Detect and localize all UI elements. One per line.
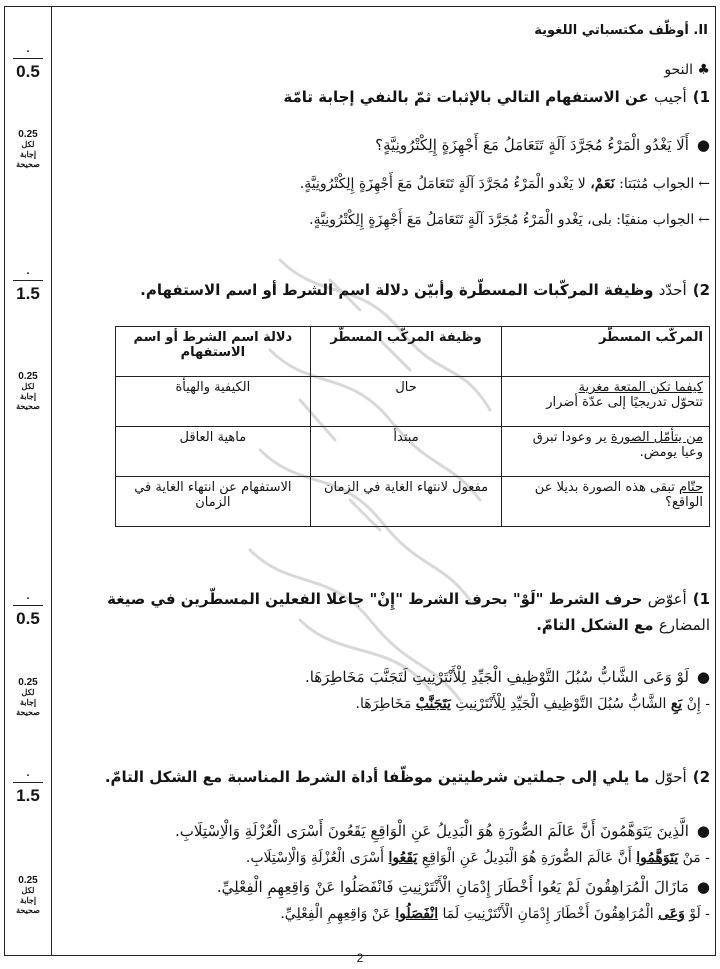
score-value: 1.5 — [16, 786, 40, 805]
table-cell: مبتدأ — [310, 427, 502, 477]
table-cell: الاستفهام عن انتهاء الغاية في الزمان — [116, 477, 311, 527]
score-value: 1.5 — [16, 284, 40, 303]
table-cell: حال — [310, 377, 502, 427]
table-header: وظيفة المركّب المسطّر — [310, 327, 502, 377]
score-note-3: 0.25 لكل إجابة صحيحة — [16, 677, 40, 717]
score-mark-2: . 1.5 — [4, 266, 52, 303]
table-cell: كيفما تكن المتعة مغرية تتحوّل تدريجيًا إلى عدّة أضرار — [502, 377, 710, 427]
bullet-icon: ● — [696, 822, 710, 840]
table-row — [116, 427, 710, 477]
question-2: 2)أحدّد وظيفة المركّبات المسطّرة وأبيّن دلالة اسم الشرط أو اسم الاستفهام. — [140, 281, 710, 299]
table-header: المركّب المسطّر — [502, 327, 710, 377]
answer-negative: ←الجواب منفيًا: بلى، يَغْدو الْمَرْءُ مُجَرَّدَ آلَةٍ تَتَعَامَلُ مَعَ أَجْهِزَةٍ إِلِكْتْرُونِيَّةٍ. — [309, 212, 710, 228]
question-1-item: ●أَلَا يَغْدُو الْمَرْءُ مُجَرَّدَ آلَةٍ تَتَعَامَلُ مَعَ أَجْهِزَةٍ إِلِكْتْرُونِيَّةٍ؟ — [375, 136, 710, 154]
question-3: 1)أعوّض حرف الشرط "لَوْ" بحرف الشرط "إِنْ" جاعلا الفعلين المسطّرين في صيغة — [107, 590, 710, 608]
question-1: 1)أجيب عن الاستفهام التالي بالإثبات ثمّ بالنفي إجابة تامّة — [283, 88, 710, 106]
question-4-item-2: ●مَازَالَ الْمُرَاهِقُونَ لَمْ يَعُوا أَخْطَارَ إِدْمَانِ الْأَنْتَرْنِيتِ فَانْفَصَلُوا عَنْ وَاقِعِهِمِ الْفِعْلِيِّ. — [216, 878, 710, 896]
table-row — [116, 377, 710, 427]
question-4-answer-2: - لَوْ وَعَى الْمُرَاهِقُونَ أَخْطَارَ إِدْمَانِ الْأَنْتَرْنِيتِ لَمَا انْفَصَلُوا عَنْ وَاقِعِهِمِ الْفِعْلِيِّ. — [280, 906, 710, 922]
score-value: 0.5 — [16, 62, 40, 81]
table-cell: ماهية العاقل — [116, 427, 311, 477]
arrow-left-icon: ← — [698, 212, 710, 228]
question-3-item: ●لَوْ وَعَى الشَّابُّ سُبُلَ التَّوْظِيفِ الْجَيِّدِ لِلْأَنْتَرْنِيتِ لَتَجَنَّبَ مَخَاطِرَهَا. — [304, 668, 710, 686]
section-title: II. أوظّف مكتسباتي اللغوية — [534, 23, 708, 38]
score-mark-1: . 0.5 — [4, 44, 52, 81]
arrow-left-icon: ← — [698, 176, 710, 192]
answer-positive: ←الجواب مُثبَتا: نَعَمْ، لا يَغْدو الْمَرْءُ مُجَرَّدَ آلَةٍ تَتَعَامَلُ مَعَ أَجْهِزَةٍ إِلِكْتْرُونِيَّةٍ. — [299, 176, 710, 192]
score-mark-4: . 1.5 — [4, 768, 52, 805]
question-3-answer: - إِنْ يَعِ الشَّابُّ سُبُلَ التَّوْظِيفِ الْجَيِّدِ لِلْأَنْتَرْنِيتِ يَتَجَنَّبْ مَخَاطِرَهَا. — [355, 696, 710, 712]
bullet-icon: ● — [696, 136, 710, 154]
analysis-table — [115, 326, 710, 527]
score-note-4: 0.25 لكل إجابة صحيحة — [16, 875, 40, 915]
bullet-icon: ● — [696, 878, 710, 896]
question-3-cont: المضارع مع الشكل التامّ. — [536, 616, 710, 634]
score-margin — [4, 6, 52, 956]
table-cell: حتّام تبقى هذه الصورة بديلا عن الواقع؟ — [502, 477, 710, 527]
score-value: 0.5 — [16, 609, 40, 628]
score-note-1: 0.25 لكل إجابة صحيحة — [16, 129, 40, 169]
page-number: 2 — [356, 951, 364, 965]
score-note-2: 0.25 لكل إجابة صحيحة — [16, 371, 40, 411]
question-4-item-1: ●الَّذِينَ يَتَوَهَّمُونَ أَنَّ عَالَمَ الصُّورَةِ هُوَ الْبَدِيلُ عَنِ الْوَاقِعِ يَقَعُونَ أَسْرَى الْعُزْلَةِ وَالْاِسْتِلَابِ. — [175, 822, 710, 840]
table-cell: الكيفية والهيأة — [116, 377, 311, 427]
table-header: دلالة اسم الشرط أو اسم الاستفهام — [116, 327, 311, 377]
table-row — [116, 477, 710, 527]
table-header-row — [116, 327, 710, 377]
score-mark-3: . 0.5 — [4, 591, 52, 628]
clover-icon: ♣ — [692, 62, 710, 78]
question-4: 2)أحوّل ما يلي إلى جملتين شرطيتين موظّفا أداة الشرط المناسبة مع الشكل التامّ. — [104, 768, 710, 786]
subsection-title: ♣ النحو — [664, 62, 710, 78]
table-cell: من يتأمّل الصورة ير وعودا تبرق وعيا يومض. — [502, 427, 710, 477]
question-4-answer-1: - مَنْ يَتَوَهَّمُوا أَنَّ عَالَمَ الصُّورَةِ هُوَ الْبَدِيلُ عَنِ الْوَاقِعِ يَقَعُوا أَسْرَى الْعُزْلَةِ وَالْاِسْتِلَابِ. — [245, 850, 710, 866]
bullet-icon: ● — [696, 668, 710, 686]
table-cell: مفعول لانتهاء الغاية في الزمان — [310, 477, 502, 527]
